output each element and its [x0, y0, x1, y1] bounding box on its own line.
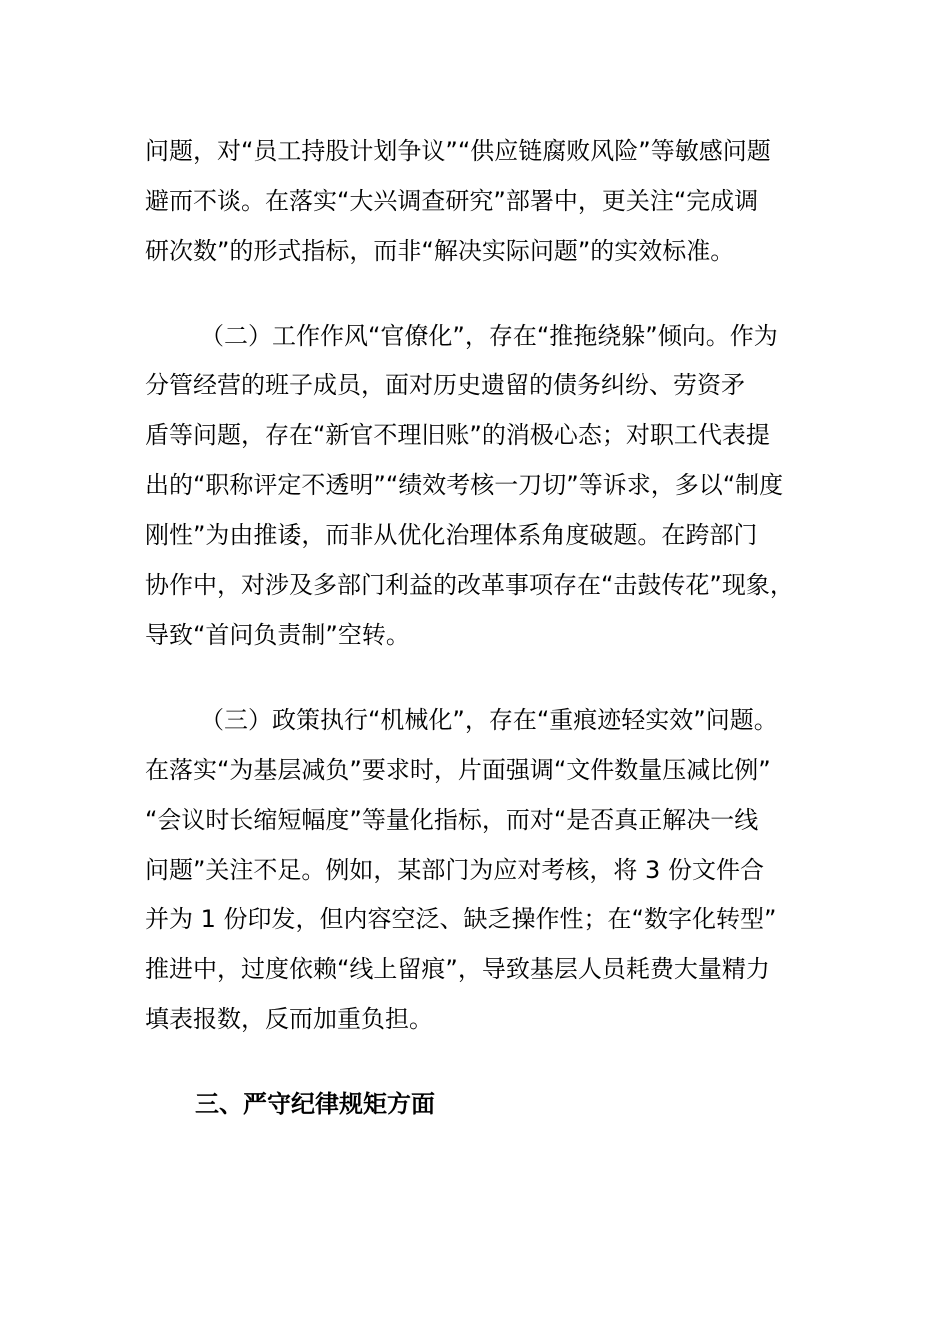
paragraph-line: （二）工作作风“官僚化”，存在“推拖绕躲”倾向。作为: [200, 322, 778, 350]
paragraph-line: 在落实“为基层减负”要求时，片面强调“文件数量压减比例”: [145, 756, 771, 784]
paragraph-line: 盾等问题，存在“新官不理旧账”的消极心态；对职工代表提: [145, 421, 770, 449]
paragraph-line: “会议时长缩短幅度”等量化指标，而对“是否真正解决一线: [145, 806, 759, 834]
paragraph-line: 避而不谈。在落实“大兴调查研究”部署中，更关注“完成调: [145, 187, 759, 215]
paragraph-line: （三）政策执行“机械化”，存在“重痕迹轻实效”问题。: [200, 706, 778, 734]
paragraph-line: 研次数”的形式指标，而非“解决实际问题”的实效标准。: [145, 237, 735, 265]
paragraph-line: 问题”关注不足。例如，某部门为应对考核，将 3 份文件合: [145, 856, 764, 884]
paragraph-line: 填表报数，反而加重负担。: [145, 1005, 433, 1033]
paragraph-line: 并为 1 份印发，但内容空泛、缺乏操作性；在“数字化转型”: [145, 905, 777, 933]
paragraph-line: 刚性”为由推诿，而非从优化治理体系角度破题。在跨部门: [145, 521, 758, 549]
paragraph-line: 分管经营的班子成员，面对历史遗留的债务纠纷、劳资矛: [145, 371, 745, 399]
paragraph-line: 协作中，对涉及多部门利益的改革事项存在“击鼓传花”现象，: [145, 571, 794, 599]
paragraph-line: 问题，对“员工持股计划争议”“供应链腐败风险”等敏感问题: [145, 137, 771, 165]
section-heading: 三、严守纪律规矩方面: [195, 1090, 435, 1118]
paragraph-line: 出的“职称评定不透明”“绩效考核一刀切”等诉求，多以“制度: [145, 471, 784, 499]
paragraph-line: 推进中，过度依赖“线上留痕”，导致基层人员耗费大量精力: [145, 955, 770, 983]
paragraph-line: 导致“首问负责制”空转。: [145, 621, 410, 649]
